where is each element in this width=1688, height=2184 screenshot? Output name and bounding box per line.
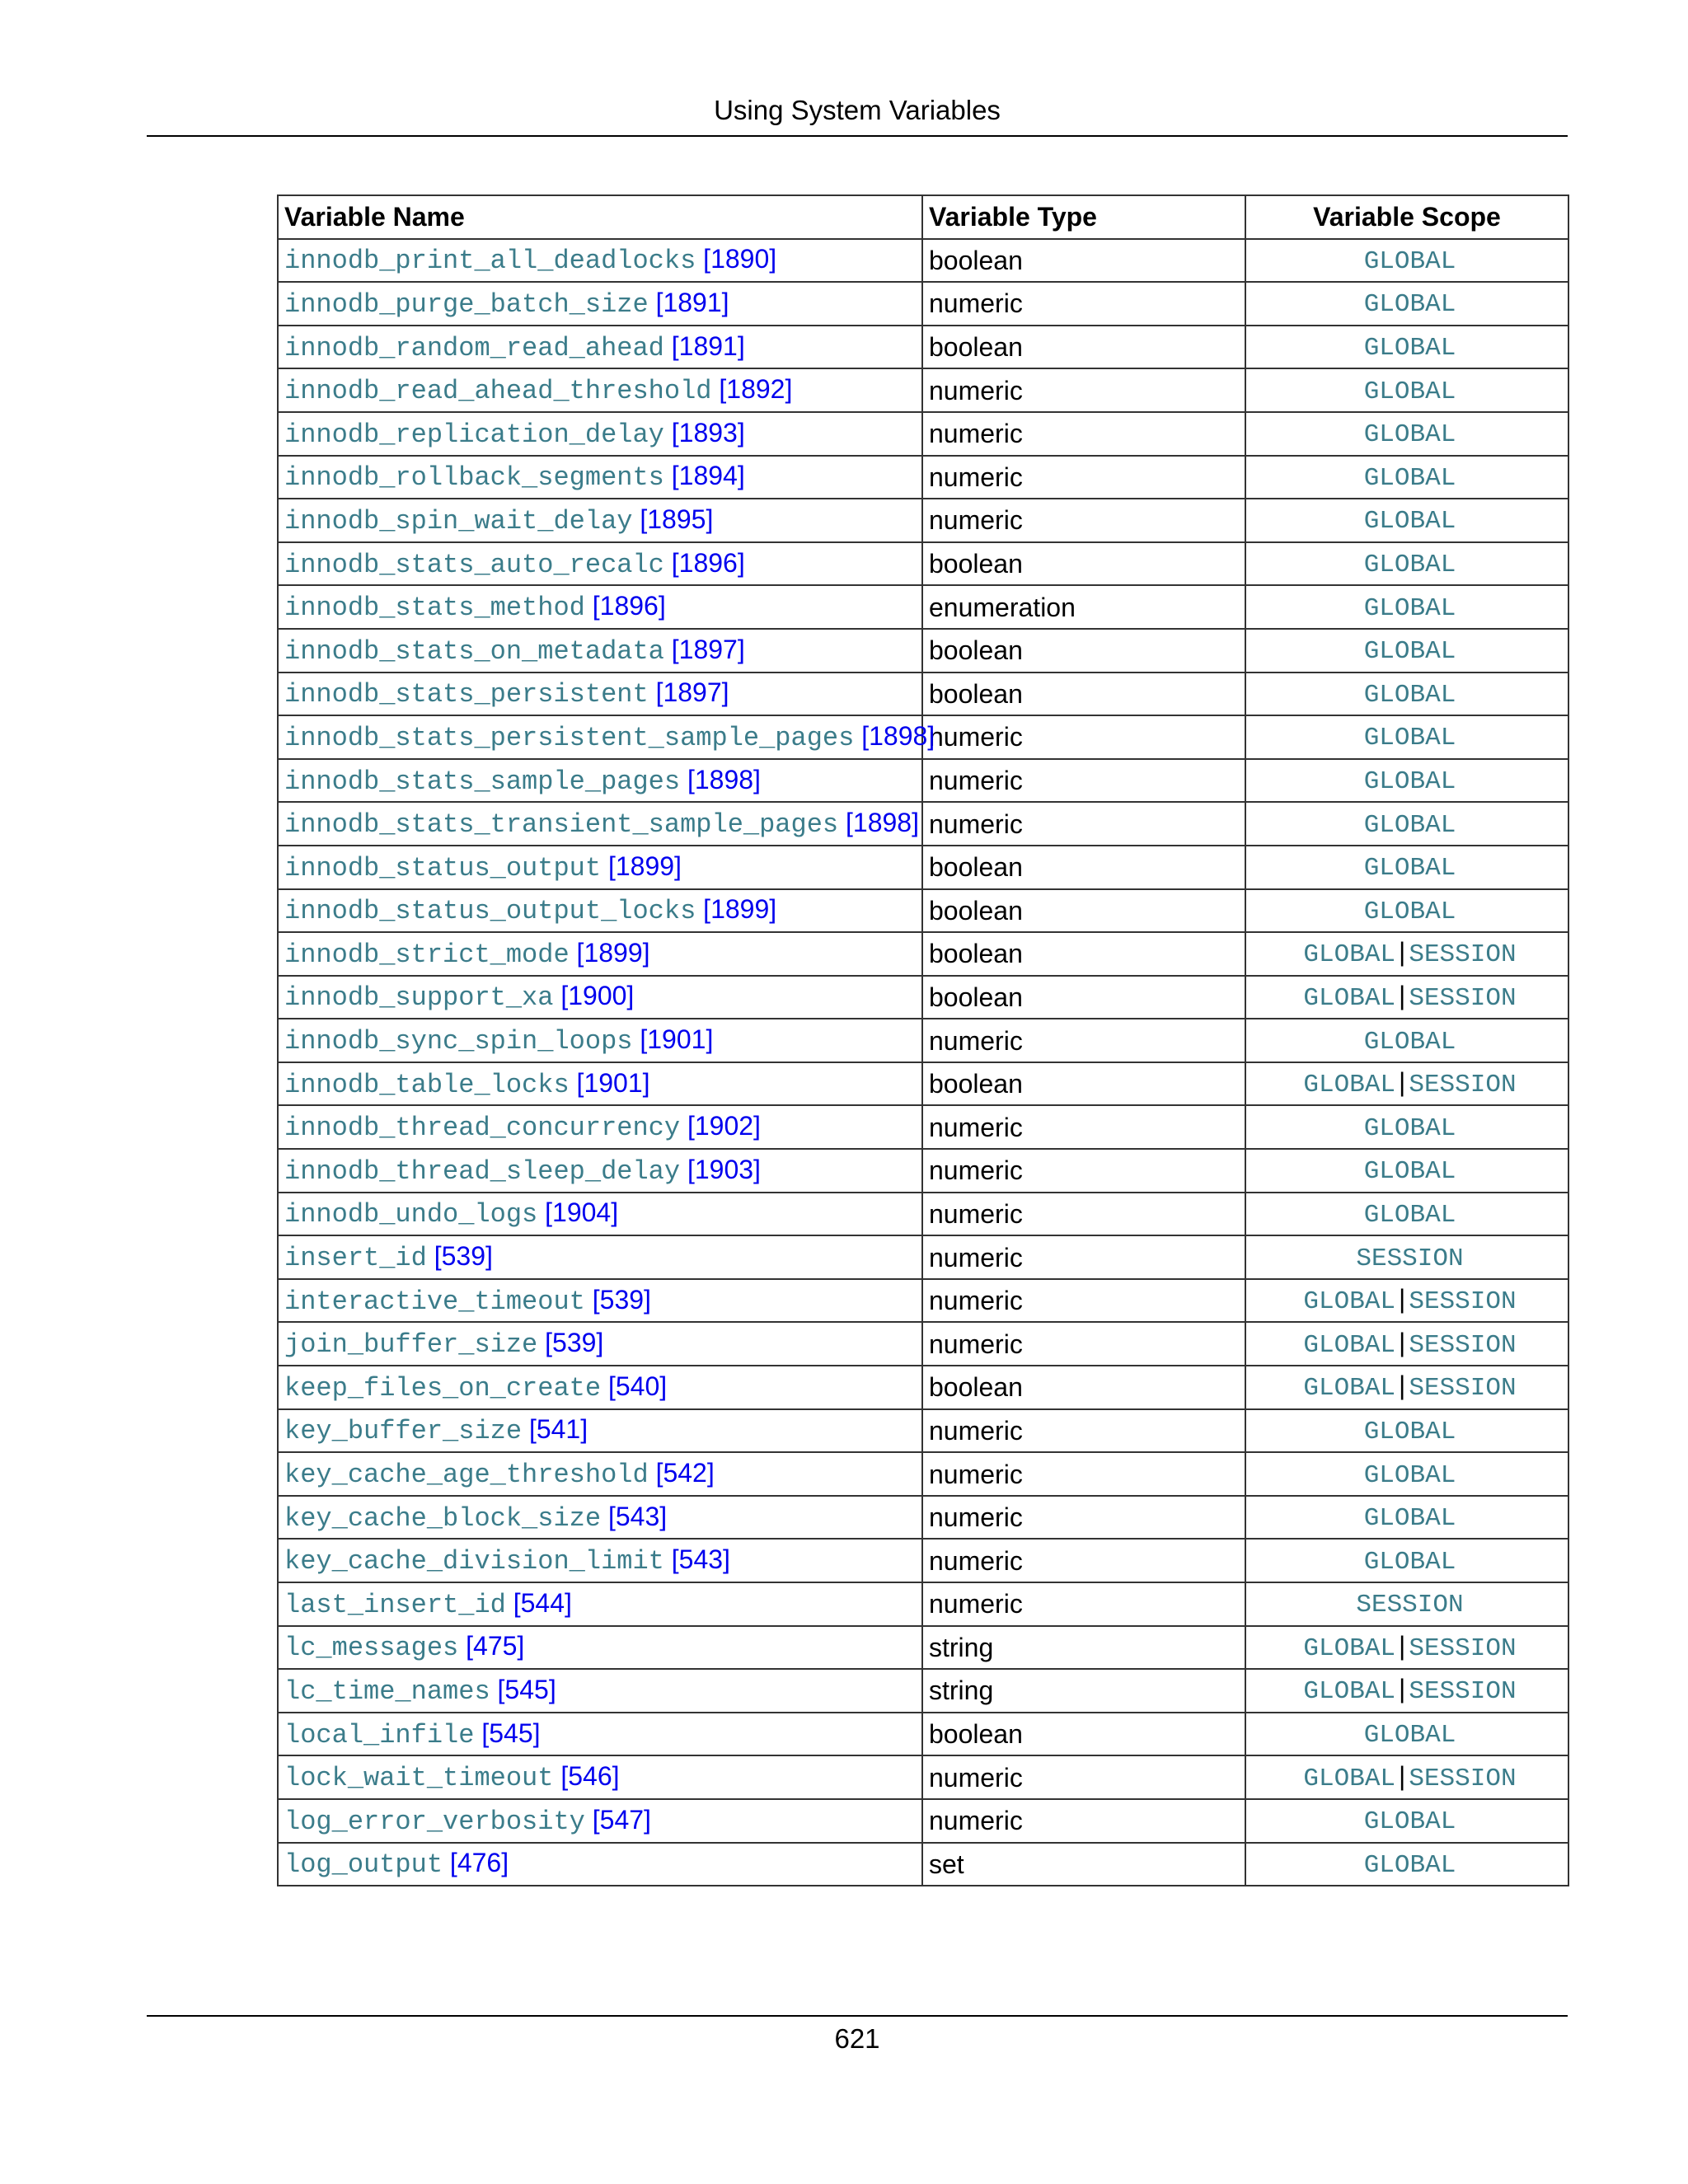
variable-name-cell [278, 1105, 922, 1149]
scope-value-link[interactable]: GLOBAL [1363, 551, 1456, 580]
variable-name-cell [278, 1799, 922, 1843]
page-reference-link[interactable]: [539] [434, 1241, 493, 1272]
scope-value-link[interactable]: GLOBAL [1303, 1374, 1396, 1404]
variable-name-cell [278, 542, 922, 586]
variable-scope-cell [1245, 759, 1568, 803]
scope-value-link[interactable]: GLOBAL [1303, 1764, 1396, 1793]
page-reference-link[interactable]: [1901] [640, 1024, 714, 1055]
scope-value-link[interactable]: GLOBAL [1363, 1417, 1456, 1446]
variable-scope-cell [1245, 1235, 1568, 1279]
variable-scope-cell [1245, 585, 1568, 629]
variable-name-link[interactable]: key_cache_age_threshold [284, 1460, 649, 1491]
variable-type-cell: numeric [922, 715, 1245, 759]
variable-name-cell [278, 1669, 922, 1713]
scope-value-link[interactable]: GLOBAL [1363, 1721, 1456, 1750]
variable-name-cell [278, 412, 922, 456]
page-reference-link[interactable]: [1897] [655, 677, 729, 708]
table-row [278, 239, 1568, 283]
page-reference-link[interactable]: [542] [655, 1458, 715, 1488]
variable-name-cell [278, 1322, 922, 1366]
column-header-name: Variable Name [278, 195, 922, 239]
variable-name-link[interactable]: innodb_undo_logs [284, 1199, 538, 1230]
scope-separator: | [1399, 1371, 1406, 1401]
table-row [278, 846, 1568, 889]
variable-type-cell: boolean [922, 846, 1245, 889]
scope-value-link[interactable]: SESSION [1356, 1244, 1464, 1273]
variable-name-link[interactable]: innodb_purge_batch_size [284, 288, 649, 320]
table-row [278, 412, 1568, 456]
variable-name-link[interactable]: lock_wait_timeout [284, 1763, 554, 1794]
variable-name-cell [278, 1496, 922, 1540]
page-reference-link[interactable]: [1896] [671, 547, 745, 578]
scope-separator: | [1399, 1630, 1406, 1661]
variable-type-cell: boolean [922, 673, 1245, 716]
scope-value-link[interactable]: GLOBAL [1363, 1157, 1456, 1187]
table-row [278, 1713, 1568, 1756]
variable-name-cell [278, 456, 922, 499]
variable-name-cell [278, 1193, 922, 1236]
variable-type-cell: numeric [922, 1322, 1245, 1366]
scope-separator: | [1399, 980, 1406, 1010]
variable-name-cell [278, 368, 922, 412]
page-reference-link[interactable]: [545] [481, 1718, 541, 1748]
variable-name-cell [278, 846, 922, 889]
variable-name-link[interactable]: last_insert_id [284, 1589, 506, 1620]
page-reference-link[interactable]: [539] [592, 1284, 651, 1315]
variable-name-cell [278, 1755, 922, 1799]
page-reference-link[interactable]: [541] [528, 1414, 588, 1445]
table-row [278, 1193, 1568, 1236]
table-row [278, 1105, 1568, 1149]
scope-value-link[interactable]: GLOBAL [1363, 1504, 1456, 1534]
scope-value-link[interactable]: GLOBAL [1363, 420, 1456, 450]
scope-value-link[interactable]: SESSION [1409, 1764, 1517, 1793]
variable-type-cell: numeric [922, 1409, 1245, 1453]
table-row [278, 1539, 1568, 1582]
variable-name-link[interactable]: lc_time_names [284, 1675, 490, 1707]
variable-name-link[interactable]: lc_messages [284, 1633, 459, 1664]
page-reference-link[interactable]: [1899] [576, 937, 650, 968]
table-row [278, 585, 1568, 629]
variable-type-cell: numeric [922, 1452, 1245, 1496]
variable-name-link[interactable]: innodb_random_read_ahead [284, 332, 664, 363]
table-row [278, 759, 1568, 803]
variable-name-cell [278, 976, 922, 1019]
table-row [278, 368, 1568, 412]
scope-value-link[interactable]: GLOBAL [1363, 897, 1456, 926]
scope-value-link[interactable]: GLOBAL [1363, 1547, 1456, 1577]
variable-type-cell: numeric [922, 282, 1245, 326]
scope-value-link[interactable]: GLOBAL [1303, 1633, 1396, 1663]
table-row [278, 1799, 1568, 1843]
page-reference-link[interactable]: [1899] [703, 894, 777, 925]
variable-name-cell [278, 239, 922, 283]
variable-scope-cell [1245, 282, 1568, 326]
table-row [278, 976, 1568, 1019]
table-row [278, 1626, 1568, 1670]
variable-type-cell: boolean [922, 629, 1245, 673]
variable-name-link[interactable]: innodb_spin_wait_delay [284, 505, 633, 537]
table-row [278, 326, 1568, 369]
variable-scope-cell [1245, 499, 1568, 542]
table-row [278, 1279, 1568, 1323]
page-reference-link[interactable]: [1901] [576, 1067, 650, 1098]
table-row [278, 1452, 1568, 1496]
variable-name-link[interactable]: innodb_read_ahead_threshold [284, 376, 712, 407]
variable-type-cell: set [922, 1843, 1245, 1886]
variable-scope-cell [1245, 629, 1568, 673]
scope-value-link[interactable]: GLOBAL [1363, 377, 1456, 406]
scope-value-link[interactable]: GLOBAL [1363, 507, 1456, 537]
variable-scope-cell [1245, 326, 1568, 369]
variable-scope-cell [1245, 1105, 1568, 1149]
variable-scope-cell [1245, 715, 1568, 759]
variable-scope-cell [1245, 368, 1568, 412]
scope-value-link[interactable]: GLOBAL [1303, 1330, 1396, 1360]
variable-name-cell [278, 282, 922, 326]
variable-scope-cell [1245, 1366, 1568, 1409]
variable-name-link[interactable]: innodb_table_locks [284, 1069, 570, 1100]
variable-type-cell: boolean [922, 239, 1245, 283]
variable-name-cell [278, 629, 922, 673]
variable-name-link[interactable]: keep_files_on_create [284, 1372, 602, 1404]
scope-value-link[interactable]: SESSION [1409, 1374, 1517, 1404]
variable-scope-cell [1245, 1279, 1568, 1323]
scope-value-link[interactable]: GLOBAL [1363, 724, 1456, 753]
page-reference-link[interactable]: [1894] [671, 461, 745, 491]
scope-value-link[interactable]: GLOBAL [1363, 810, 1456, 840]
table-body [278, 239, 1568, 1886]
variable-name-link[interactable]: innodb_stats_persistent_sample_pages [284, 722, 855, 753]
table-row [278, 1322, 1568, 1366]
table-row [278, 1582, 1568, 1626]
table-header-row [278, 195, 1568, 239]
variable-name-cell [278, 1235, 922, 1279]
variable-name-cell [278, 802, 922, 846]
page-reference-link[interactable]: [1902] [687, 1111, 761, 1141]
variable-name-cell [278, 759, 922, 803]
scope-value-link[interactable]: SESSION [1409, 1677, 1517, 1707]
page-header: Using System Variables [714, 95, 1001, 125]
variable-scope-cell [1245, 1452, 1568, 1496]
variable-name-cell [278, 1019, 922, 1062]
variable-scope-cell [1245, 673, 1568, 716]
variable-name-cell [278, 1149, 922, 1193]
scope-value-link[interactable]: SESSION [1356, 1591, 1464, 1620]
variable-name-link[interactable]: innodb_support_xa [284, 982, 554, 1014]
scope-value-link[interactable]: GLOBAL [1363, 290, 1456, 320]
scope-value-link[interactable]: GLOBAL [1303, 983, 1396, 1013]
page-reference-link[interactable]: [1904] [545, 1197, 619, 1228]
variable-scope-cell [1245, 1062, 1568, 1106]
page-reference-link[interactable]: [1892] [719, 374, 793, 405]
table-row [278, 1409, 1568, 1453]
page-reference-link[interactable]: [476] [449, 1848, 509, 1878]
table-row [278, 456, 1568, 499]
variable-scope-cell [1245, 1496, 1568, 1540]
variable-type-cell: numeric [922, 1799, 1245, 1843]
table-row [278, 1235, 1568, 1279]
variable-name-link[interactable]: insert_id [284, 1243, 427, 1274]
table-row [278, 932, 1568, 976]
page-reference-link[interactable]: [1891] [671, 330, 745, 361]
variable-name-cell [278, 1366, 922, 1409]
variable-name-cell [278, 715, 935, 759]
table-row [278, 1755, 1568, 1799]
variable-name-cell [278, 1539, 922, 1582]
variable-name-cell [278, 1626, 922, 1670]
scope-separator: | [1399, 1067, 1406, 1098]
variable-type-cell: numeric [922, 1279, 1245, 1323]
variable-type-cell: numeric [922, 1105, 1245, 1149]
variable-name-link[interactable]: innodb_rollback_segments [284, 462, 664, 494]
scope-value-link[interactable]: GLOBAL [1363, 1460, 1456, 1490]
scope-value-link[interactable]: GLOBAL [1363, 767, 1456, 797]
variable-type-cell: string [922, 1669, 1245, 1713]
variable-name-cell [278, 1582, 922, 1626]
page-reference-link[interactable]: [545] [497, 1674, 556, 1704]
variable-scope-cell [1245, 802, 1568, 846]
scope-value-link[interactable]: GLOBAL [1303, 1677, 1396, 1707]
variable-scope-cell [1245, 1843, 1568, 1886]
variable-name-cell [278, 326, 922, 369]
variable-type-cell: boolean [922, 1366, 1245, 1409]
table-row [278, 715, 1568, 759]
variable-scope-cell [1245, 1626, 1568, 1670]
page-reference-link[interactable]: [540] [607, 1371, 668, 1401]
variable-type-cell: numeric [922, 456, 1245, 499]
page-reference-link[interactable]: [547] [592, 1804, 651, 1835]
variable-type-cell: string [922, 1626, 1245, 1670]
table-row [278, 282, 1568, 326]
variable-name-link[interactable]: innodb_replication_delay [284, 419, 664, 450]
scope-value-link[interactable]: GLOBAL [1363, 334, 1456, 363]
variable-scope-cell [1245, 932, 1568, 976]
variable-scope-cell [1245, 1539, 1568, 1582]
variable-scope-cell [1245, 239, 1568, 283]
variable-scope-cell [1245, 1322, 1568, 1366]
variable-name-cell [278, 1409, 922, 1453]
scope-value-link[interactable]: GLOBAL [1303, 940, 1396, 970]
scope-value-link[interactable]: GLOBAL [1363, 1850, 1456, 1880]
variable-name-link[interactable]: join_buffer_size [284, 1329, 538, 1361]
variable-scope-cell [1245, 456, 1568, 499]
variable-type-cell: numeric [922, 368, 1245, 412]
variable-type-cell: numeric [922, 1496, 1245, 1540]
page-reference-link[interactable]: [475] [466, 1631, 525, 1661]
table-row [278, 1062, 1568, 1106]
scope-value-link[interactable]: GLOBAL [1363, 680, 1456, 710]
variable-name-link[interactable]: local_infile [284, 1719, 475, 1750]
column-header-type: Variable Type [922, 195, 1245, 239]
variable-type-cell: enumeration [922, 585, 1245, 629]
variable-type-cell: boolean [922, 1713, 1245, 1756]
variable-type-cell: boolean [922, 326, 1245, 369]
variable-name-link[interactable]: innodb_stats_auto_recalc [284, 549, 664, 580]
scope-value-link[interactable]: SESSION [1409, 983, 1517, 1013]
scope-value-link[interactable]: GLOBAL [1363, 593, 1456, 623]
scope-separator: | [1399, 1674, 1406, 1704]
scope-value-link[interactable]: GLOBAL [1363, 1807, 1456, 1837]
footer-rule [147, 2015, 1568, 2017]
scope-separator: | [1399, 1327, 1406, 1357]
variable-scope-cell [1245, 1409, 1568, 1453]
page-reference-link[interactable]: [546] [560, 1761, 620, 1792]
system-variables-table [277, 194, 1569, 1886]
variable-name-link[interactable]: key_buffer_size [284, 1416, 523, 1447]
variable-scope-cell [1245, 412, 1568, 456]
page-reference-link[interactable]: [1898] [687, 764, 761, 794]
variable-name-cell [278, 1843, 922, 1886]
variable-type-cell: numeric [922, 1539, 1245, 1582]
variable-type-cell: numeric [922, 802, 1245, 846]
variable-type-cell: numeric [922, 1149, 1245, 1193]
page-reference-link[interactable]: [543] [607, 1501, 668, 1531]
variable-type-cell: boolean [922, 542, 1245, 586]
variable-type-cell: numeric [922, 1193, 1245, 1236]
variable-scope-cell [1245, 1669, 1568, 1713]
table-row [278, 629, 1568, 673]
variable-name-link[interactable]: innodb_sync_spin_loops [284, 1026, 633, 1057]
table-row [278, 542, 1568, 586]
scope-value-link[interactable]: GLOBAL [1303, 1287, 1396, 1317]
table-row [278, 1496, 1568, 1540]
table-row [278, 1149, 1568, 1193]
page-reference-link[interactable]: [543] [671, 1544, 730, 1575]
variable-type-cell: numeric [922, 1235, 1245, 1279]
variable-scope-cell [1245, 976, 1568, 1019]
variable-scope-cell [1245, 1799, 1568, 1843]
scope-value-link[interactable]: SESSION [1409, 940, 1517, 970]
page-reference-link[interactable]: [1890] [703, 244, 777, 274]
variable-name-cell [278, 1713, 922, 1756]
variable-name-link[interactable]: innodb_stats_transient_sample_pages [284, 809, 839, 841]
variable-name-cell [278, 889, 922, 933]
table-row [278, 1366, 1568, 1409]
variable-name-cell [278, 673, 922, 716]
scope-separator: | [1399, 1284, 1406, 1315]
scope-value-link[interactable]: GLOBAL [1363, 1200, 1456, 1230]
page-reference-link[interactable]: [1898] [861, 720, 935, 751]
header-rule [147, 135, 1568, 137]
scope-value-link[interactable]: GLOBAL [1363, 463, 1456, 493]
variable-scope-cell [1245, 846, 1568, 889]
page-number: 621 [834, 2023, 880, 2054]
scope-value-link[interactable]: GLOBAL [1363, 1027, 1456, 1057]
page-reference-link[interactable]: [1897] [671, 634, 745, 664]
variable-scope-cell [1245, 1019, 1568, 1062]
variable-type-cell: numeric [922, 412, 1245, 456]
variable-type-cell: numeric [922, 1019, 1245, 1062]
scope-value-link[interactable]: GLOBAL [1363, 637, 1456, 667]
page-reference-link[interactable]: [1896] [592, 591, 666, 621]
variable-name-link[interactable]: key_cache_block_size [284, 1502, 602, 1534]
table-row [278, 802, 1568, 846]
variable-name-link[interactable]: innodb_status_output [284, 852, 602, 883]
variable-name-link[interactable]: innodb_stats_on_metadata [284, 635, 664, 667]
variable-name-cell [278, 1279, 922, 1323]
scope-separator: | [1399, 937, 1406, 968]
page-reference-link[interactable]: [1903] [687, 1154, 761, 1184]
page-reference-link[interactable]: [1898] [846, 808, 919, 838]
page-reference-link[interactable]: [1895] [640, 504, 714, 534]
variable-name-link[interactable]: innodb_thread_concurrency [284, 1113, 681, 1144]
scope-value-link[interactable]: GLOBAL [1363, 246, 1456, 276]
variable-name-link[interactable]: log_output [284, 1849, 443, 1881]
variable-scope-cell [1245, 1149, 1568, 1193]
page-reference-link[interactable]: [1891] [655, 287, 729, 317]
variable-name-cell [278, 1062, 922, 1106]
scope-value-link[interactable]: SESSION [1409, 1071, 1517, 1100]
page-reference-link[interactable]: [1900] [560, 981, 635, 1011]
variable-type-cell: numeric [922, 1582, 1245, 1626]
variable-name-link[interactable]: innodb_stats_persistent [284, 679, 649, 710]
variable-scope-cell [1245, 1713, 1568, 1756]
page-reference-link[interactable]: [1893] [671, 417, 745, 448]
table-row [278, 1843, 1568, 1886]
variable-name-link[interactable]: interactive_timeout [284, 1286, 585, 1317]
variable-type-cell: boolean [922, 1062, 1245, 1106]
variable-name-link[interactable]: innodb_stats_method [284, 593, 585, 624]
scope-value-link[interactable]: SESSION [1409, 1330, 1517, 1360]
variable-name-cell [278, 932, 922, 976]
variable-scope-cell [1245, 1193, 1568, 1236]
variable-name-link[interactable]: innodb_print_all_deadlocks [284, 246, 696, 277]
scope-value-link[interactable]: GLOBAL [1363, 854, 1456, 883]
scope-value-link[interactable]: GLOBAL [1363, 1113, 1456, 1143]
variable-name-link[interactable]: innodb_status_output_locks [284, 896, 696, 927]
variable-name-link[interactable]: key_cache_division_limit [284, 1546, 664, 1577]
variable-type-cell: numeric [922, 759, 1245, 803]
table-row [278, 499, 1568, 542]
variable-scope-cell [1245, 889, 1568, 933]
table-row [278, 1669, 1568, 1713]
variable-scope-cell [1245, 542, 1568, 586]
table-row [278, 1019, 1568, 1062]
variable-name-cell [278, 499, 922, 542]
column-header-scope: Variable Scope [1245, 195, 1568, 239]
scope-separator: | [1399, 1760, 1406, 1791]
scope-value-link[interactable]: SESSION [1409, 1287, 1517, 1317]
page-reference-link[interactable]: [1899] [607, 851, 682, 881]
page-reference-link[interactable]: [539] [545, 1328, 604, 1358]
variable-type-cell: boolean [922, 976, 1245, 1019]
variable-name-link[interactable]: innodb_strict_mode [284, 939, 570, 970]
variable-scope-cell [1245, 1755, 1568, 1799]
variable-name-link[interactable]: log_error_verbosity [284, 1806, 585, 1837]
variable-type-cell: boolean [922, 889, 1245, 933]
variable-scope-cell [1245, 1582, 1568, 1626]
table-row [278, 673, 1568, 716]
variable-name-link[interactable]: innodb_thread_sleep_delay [284, 1155, 681, 1187]
table-row [278, 889, 1568, 933]
variable-type-cell: boolean [922, 932, 1245, 976]
variable-type-cell: numeric [922, 499, 1245, 542]
variable-type-cell: numeric [922, 1755, 1245, 1799]
variable-name-cell [278, 585, 922, 629]
variable-name-cell [278, 1452, 922, 1496]
scope-value-link[interactable]: GLOBAL [1303, 1071, 1396, 1100]
scope-value-link[interactable]: SESSION [1409, 1633, 1517, 1663]
page-reference-link[interactable]: [544] [513, 1587, 572, 1618]
variable-name-link[interactable]: innodb_stats_sample_pages [284, 766, 681, 797]
